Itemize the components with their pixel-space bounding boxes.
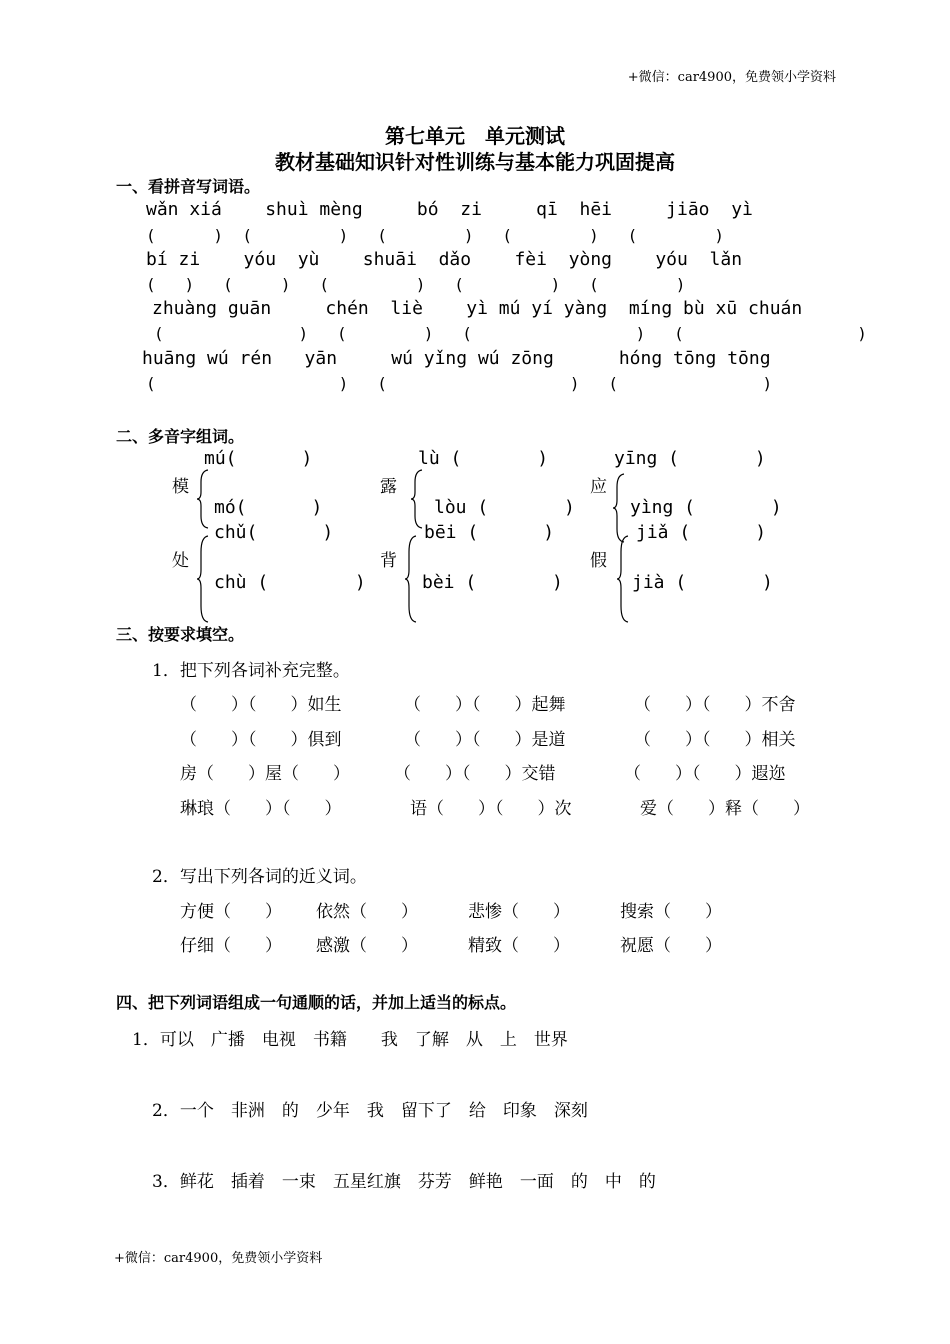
reading-lu4: lù ( ) [418, 448, 549, 469]
idiom-1-1: （ ）（ ）如生 [180, 695, 342, 715]
reading-chu4: chù ( ) [214, 572, 366, 593]
reading-lou4: lòu ( ) [434, 497, 575, 518]
sentence-item-2: 2．一个 非洲 的 少年 我 留下了 给 印象 深刻 [152, 1101, 588, 1121]
char-lu: 露 [380, 477, 397, 497]
idiom-3-3: （ ）（ ）遐迩 [624, 764, 786, 784]
synonym-2-4: 祝愿（ ） [620, 936, 722, 956]
section4-heading: 四、把下列词语组成一句通顺的话，并加上适当的标点。 [116, 993, 517, 1012]
blank-row-3: ( ) ( ) ( ) ( ) [154, 324, 867, 343]
idiom-3-2: （ ）（ ）交错 [394, 764, 556, 784]
brace-jia [616, 534, 632, 624]
sentence-item-1: 1．可以 广播 电视 书籍 我 了解 从 上 世界 [132, 1030, 568, 1050]
idiom-1-3: （ ）（ ）不舍 [634, 695, 796, 715]
pinyin-row-1: wǎn xiá shuì mèng bó zi qī hēi jiāo yì [146, 199, 753, 220]
page-title: 第七单元 单元测试 [385, 124, 565, 148]
idiom-2-2: （ ）（ ）是道 [404, 730, 566, 750]
brace-mo [196, 468, 212, 530]
synonym-1-2: 依然（ ） [316, 902, 418, 922]
blank-row-2: ( ) ( ) ( ) ( ) ( ) [146, 275, 686, 294]
blank-row-1: ( ) ( ) ( ) ( ) ( ) [146, 226, 724, 245]
reading-bei1: bēi ( ) [424, 522, 555, 543]
reading-jia3: jiǎ ( ) [636, 522, 767, 543]
synonym-1-1: 方便（ ） [180, 902, 282, 922]
reading-ying1: yīng ( ) [614, 448, 766, 469]
pinyin-row-4: huāng wú rén yān wú yǐng wú zōng hóng tōng tōng [142, 348, 771, 369]
reading-jia4: jià ( ) [632, 572, 773, 593]
char-mo: 模 [172, 477, 189, 497]
pinyin-row-2: bí zi yóu yù shuāi dǎo fèi yòng yóu lǎn [146, 249, 743, 270]
idiom-1-2: （ ）（ ）起舞 [404, 695, 566, 715]
idiom-2-3: （ ）（ ）相关 [634, 730, 796, 750]
idiom-4-3: 爱（ ）释（ ） [640, 799, 810, 819]
char-ying: 应 [590, 477, 607, 497]
section3-heading: 三、按要求填空。 [116, 625, 245, 644]
page-subtitle: 教材基础知识针对性训练与基本能力巩固提高 [275, 150, 675, 174]
blank-row-4: ( ) ( ) ( ) [146, 374, 773, 393]
char-chu: 处 [172, 551, 189, 571]
header-watermark: +微信：car4900，免费领小学资料 [627, 70, 836, 85]
reading-bei4: bèi ( ) [422, 572, 563, 593]
char-jia: 假 [590, 551, 607, 571]
idiom-2-1: （ ）（ ）俱到 [180, 730, 342, 750]
idiom-4-2: 语（ ）（ ）次 [410, 799, 572, 819]
reading-chu3: chǔ( ) [214, 522, 334, 543]
q2-label: 2．写出下列各词的近义词。 [152, 867, 367, 887]
synonym-2-2: 感激（ ） [316, 936, 418, 956]
brace-chu [196, 534, 212, 624]
char-bei: 背 [380, 551, 397, 571]
idiom-4-1: 琳琅（ ）（ ） [180, 799, 342, 819]
section2-heading: 二、多音字组词。 [116, 427, 245, 446]
brace-bei [404, 534, 420, 624]
q1-label: 1．把下列各词补充完整。 [152, 661, 350, 681]
brace-lu [410, 468, 426, 530]
reading-mu2: mú( ) [204, 448, 313, 469]
reading-ying4: yìng ( ) [630, 497, 782, 518]
sentence-item-3: 3．鲜花 插着 一束 五星红旗 芬芳 鲜艳 一面 的 中 的 [152, 1172, 656, 1192]
pinyin-row-3: zhuàng guān chén liè yì mú yí yàng míng bù xū chuán [152, 298, 803, 319]
idiom-3-1: 房（ ）屋（ ） [180, 764, 350, 784]
synonym-1-4: 搜索（ ） [620, 902, 722, 922]
synonym-1-3: 悲惨（ ） [468, 902, 570, 922]
reading-mo2: mó( ) [214, 497, 323, 518]
synonym-2-1: 仔细（ ） [180, 936, 282, 956]
footer-watermark: +微信：car4900，免费领小学资料 [114, 1251, 323, 1266]
section1-heading: 一、看拼音写词语。 [116, 177, 261, 196]
synonym-2-3: 精致（ ） [468, 936, 570, 956]
